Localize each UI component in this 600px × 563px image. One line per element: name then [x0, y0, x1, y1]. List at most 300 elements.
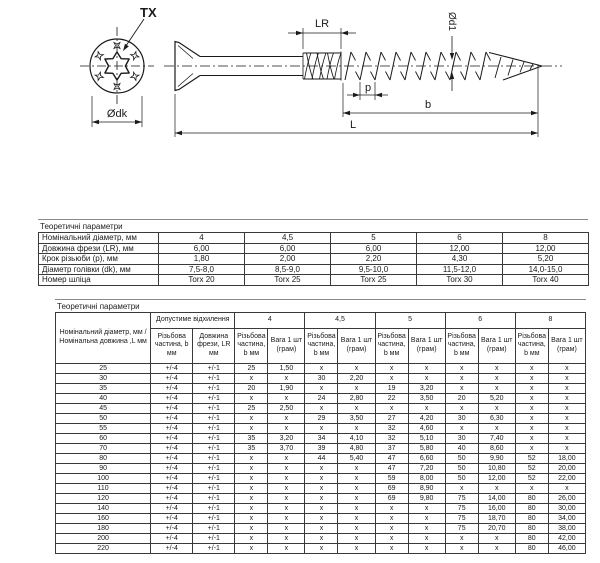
cell-value: 14,00 [478, 493, 515, 503]
section-divider [55, 299, 586, 300]
cell-value: x [338, 513, 375, 523]
length-value: 140 [56, 503, 151, 513]
cell-value: +/-4 [151, 363, 193, 373]
cell-value: +/-1 [193, 493, 235, 503]
cell-value: x [515, 393, 548, 403]
cell-value: 7,40 [478, 433, 515, 443]
cell-value: 9,80 [408, 493, 445, 503]
tx-leader-line [125, 19, 145, 48]
sub-col-header: Вага 1 шт (грам) [338, 328, 375, 363]
cell-value: 75 [445, 493, 478, 503]
cell-value: 20 [445, 393, 478, 403]
cell-value: +/-1 [193, 533, 235, 543]
cell-value: 80 [515, 533, 548, 543]
tolerance-group-header: Допустиме відхилення [151, 312, 235, 328]
cell-value: x [548, 403, 585, 413]
tolerance-col-header: Різьбова частина, b мм [151, 328, 193, 363]
theoretical-parameters-section [38, 219, 588, 286]
cell-value: x [445, 423, 478, 433]
param-value: 4 [159, 233, 245, 244]
cell-value: 32 [375, 423, 408, 433]
cell-value: x [375, 523, 408, 533]
cell-value: 4,10 [338, 433, 375, 443]
rib-mark-icon [131, 52, 139, 60]
cell-value: +/-4 [151, 433, 193, 443]
cell-value: 18,00 [548, 453, 585, 463]
cell-value: x [445, 383, 478, 393]
table-row [56, 483, 586, 493]
cell-value: 80 [515, 493, 548, 503]
cell-value: x [338, 403, 375, 413]
cell-value: +/-1 [193, 373, 235, 383]
cell-value: 34 [305, 433, 338, 443]
cell-value: +/-1 [193, 423, 235, 433]
cell-value: x [268, 463, 305, 473]
cell-value: x [235, 543, 268, 553]
param-label: Номінальний діаметр, мм [39, 233, 159, 244]
param-value: 8,5-9,0 [245, 264, 331, 275]
param-label: Діаметр голівки (dk), мм [39, 264, 159, 275]
cell-value: 52 [515, 473, 548, 483]
cell-value: +/-4 [151, 383, 193, 393]
cell-value: +/-4 [151, 533, 193, 543]
cell-value: 4,20 [408, 413, 445, 423]
cell-value: x [548, 363, 585, 373]
cell-value: 52 [515, 463, 548, 473]
cell-value: x [478, 543, 515, 553]
cell-value: +/-4 [151, 393, 193, 403]
cell-value: x [478, 373, 515, 383]
cell-value: 18,70 [478, 513, 515, 523]
cell-value: 16,00 [478, 503, 515, 513]
table-row [39, 233, 589, 244]
cell-value: x [445, 543, 478, 553]
cell-value: 25 [235, 363, 268, 373]
label-lr: LR [314, 18, 330, 30]
cell-value: 30,00 [548, 503, 585, 513]
cell-value: 12,00 [478, 473, 515, 483]
cell-value: +/-4 [151, 523, 193, 533]
cell-value: x [548, 443, 585, 453]
sub-col-header: Вага 1 шт (грам) [548, 328, 585, 363]
length-value: 50 [56, 413, 151, 423]
cell-value: x [548, 483, 585, 493]
param-value: 7,5-8,0 [159, 264, 245, 275]
cell-value: x [548, 423, 585, 433]
cell-value: x [478, 363, 515, 373]
cell-value: +/-4 [151, 473, 193, 483]
cell-value: x [305, 403, 338, 413]
cell-value: 2,80 [338, 393, 375, 403]
length-value: 80 [56, 453, 151, 463]
length-value: 30 [56, 373, 151, 383]
table-row [56, 533, 586, 543]
table-row [56, 443, 586, 453]
table-row [56, 433, 586, 443]
cell-value: x [235, 503, 268, 513]
cell-value: x [478, 533, 515, 543]
cell-value: x [305, 533, 338, 543]
cell-value: 46,00 [548, 543, 585, 553]
cell-value: 50 [445, 463, 478, 473]
group-header-row [56, 312, 586, 328]
cell-value: x [268, 503, 305, 513]
label-tx: TX [140, 5, 157, 20]
arrowhead [296, 31, 303, 35]
cell-value: x [305, 473, 338, 483]
cell-value: 30 [305, 373, 338, 383]
cell-value: x [268, 373, 305, 383]
cell-value: x [548, 373, 585, 383]
table-row [56, 463, 586, 473]
cell-value: x [338, 463, 375, 473]
cell-value: x [375, 513, 408, 523]
cell-value: 5,40 [338, 453, 375, 463]
cell-value: x [375, 503, 408, 513]
length-value: 70 [56, 443, 151, 453]
cell-value: 24 [305, 393, 338, 403]
arrowhead [341, 31, 348, 35]
cell-value: 3,70 [268, 443, 305, 453]
param-value: 12,00 [503, 243, 589, 254]
length-value: 55 [56, 423, 151, 433]
cell-value: x [305, 483, 338, 493]
cell-value: x [375, 543, 408, 553]
cell-value: x [305, 523, 338, 533]
cell-value: x [375, 373, 408, 383]
cell-value: x [235, 513, 268, 523]
cell-value: +/-4 [151, 403, 193, 413]
cell-value: +/-4 [151, 513, 193, 523]
cell-value: +/-1 [193, 413, 235, 423]
arrowhead [135, 120, 142, 124]
corner-header: Номінальний діаметр, мм / Номінальна довжина ,L мм [56, 312, 151, 363]
param-value: 6,00 [245, 243, 331, 254]
length-value: 90 [56, 463, 151, 473]
cell-value: 69 [375, 493, 408, 503]
cell-value: x [445, 373, 478, 383]
table-row [56, 453, 586, 463]
cell-value: 80 [515, 503, 548, 513]
cell-value: +/-1 [193, 363, 235, 373]
cell-value: x [268, 453, 305, 463]
param-value: 1,80 [159, 254, 245, 265]
cell-value: x [478, 383, 515, 393]
param-value: 11,5-12,0 [417, 264, 503, 275]
cell-value: x [548, 413, 585, 423]
cell-value: 9,90 [478, 453, 515, 463]
length-value: 110 [56, 483, 151, 493]
param-value: 8 [503, 233, 589, 244]
cell-value: 37 [375, 443, 408, 453]
cell-value: x [338, 493, 375, 503]
cell-value: 8,00 [408, 473, 445, 483]
cell-value: +/-4 [151, 463, 193, 473]
cell-value: x [338, 503, 375, 513]
cell-value: x [235, 423, 268, 433]
sub-col-header: Різьбова частина, b мм [235, 328, 268, 363]
cell-value: x [338, 383, 375, 393]
cell-value: +/-4 [151, 443, 193, 453]
cell-value: x [338, 483, 375, 493]
cell-value: x [235, 473, 268, 483]
sub-col-header: Різьбова частина, b мм [445, 328, 478, 363]
param-value: Torx 40 [503, 275, 589, 286]
table-row [56, 383, 586, 393]
table2-title: Теоретичні параметри [57, 301, 140, 311]
label-d1: Ød1 [446, 12, 457, 31]
cell-value: +/-4 [151, 373, 193, 383]
table-row [56, 543, 586, 553]
cell-value: x [338, 423, 375, 433]
cell-value: x [235, 453, 268, 463]
cell-value: +/-1 [193, 403, 235, 413]
length-value: 220 [56, 543, 151, 553]
cell-value: 5,20 [478, 393, 515, 403]
cell-value: +/-1 [193, 543, 235, 553]
cell-value: +/-4 [151, 483, 193, 493]
cell-value: x [235, 373, 268, 383]
cell-value: x [268, 513, 305, 523]
cell-value: x [408, 513, 445, 523]
dimensions-weight-table [55, 312, 586, 554]
cell-value: x [515, 383, 548, 393]
rib-mark-icon [131, 72, 139, 80]
param-value: 9,5-10,0 [331, 264, 417, 275]
param-value: 5,20 [503, 254, 589, 265]
screw-technical-drawing [0, 0, 600, 212]
cell-value: x [305, 463, 338, 473]
label-b: b [424, 99, 432, 111]
cell-value: x [548, 433, 585, 443]
cell-value: x [375, 403, 408, 413]
cell-value: 27 [375, 413, 408, 423]
cell-value: 19 [375, 383, 408, 393]
cell-value: 75 [445, 513, 478, 523]
cell-value: x [268, 483, 305, 493]
cell-value: x [408, 503, 445, 513]
length-value: 160 [56, 513, 151, 523]
cell-value: 8,60 [478, 443, 515, 453]
table-row [56, 523, 586, 533]
length-value: 45 [56, 403, 151, 413]
cell-value: 5,10 [408, 433, 445, 443]
cell-value: 1,50 [268, 363, 305, 373]
cell-value: x [268, 413, 305, 423]
cell-value: +/-1 [193, 513, 235, 523]
cell-value: +/-1 [193, 483, 235, 493]
cell-value: x [515, 373, 548, 383]
table-row [56, 423, 586, 433]
cell-value: x [408, 403, 445, 413]
sub-col-header: Вага 1 шт (грам) [268, 328, 305, 363]
param-value: Torx 20 [159, 275, 245, 286]
cell-value: 7,20 [408, 463, 445, 473]
cell-value: x [445, 403, 478, 413]
cell-value: 3,50 [408, 393, 445, 403]
cell-value: x [338, 533, 375, 543]
cell-value: x [235, 493, 268, 503]
length-value: 180 [56, 523, 151, 533]
cell-value: 47 [375, 453, 408, 463]
cell-value: 44 [305, 453, 338, 463]
cell-value: +/-1 [193, 433, 235, 443]
cell-value: 80 [515, 513, 548, 523]
cell-value: x [515, 403, 548, 413]
cell-value: x [235, 483, 268, 493]
cell-value: 4,80 [338, 443, 375, 453]
cell-value: x [305, 493, 338, 503]
tip-thread-profile [495, 57, 533, 78]
cell-value: x [515, 423, 548, 433]
table-row [56, 513, 586, 523]
label-l: L [349, 119, 357, 131]
cell-value: +/-1 [193, 463, 235, 473]
cell-value: x [515, 413, 548, 423]
arrowhead [343, 111, 350, 115]
cell-value: 22,00 [548, 473, 585, 483]
cell-value: 30 [445, 433, 478, 443]
cell-value: x [445, 363, 478, 373]
cell-value: 3,20 [408, 383, 445, 393]
cell-value: +/-4 [151, 413, 193, 423]
param-value: 5 [331, 233, 417, 244]
rib-mark-icon [95, 52, 103, 60]
cell-value: 80 [515, 543, 548, 553]
cell-value: 35 [235, 443, 268, 453]
sub-col-header: Різьбова частина, b мм [305, 328, 338, 363]
cell-value: 6,30 [478, 413, 515, 423]
param-value: Torx 25 [245, 275, 331, 286]
table-row [56, 473, 586, 483]
tx-arrowhead [123, 44, 129, 51]
diameter-group-header: 4,5 [305, 312, 375, 328]
param-value: 4,5 [245, 233, 331, 244]
cell-value: 38,00 [548, 523, 585, 533]
cell-value: 69 [375, 483, 408, 493]
cell-value: +/-1 [193, 523, 235, 533]
table-row [56, 503, 586, 513]
length-value: 35 [56, 383, 151, 393]
cell-value: 75 [445, 503, 478, 513]
param-value: 2,00 [245, 254, 331, 265]
cell-value: 29 [305, 413, 338, 423]
cell-value: x [408, 533, 445, 543]
dimensions-weight-section [55, 299, 586, 554]
cell-value: +/-4 [151, 453, 193, 463]
cell-value: x [548, 393, 585, 403]
cell-value: x [305, 363, 338, 373]
table-row [56, 393, 586, 403]
param-value: 6 [417, 233, 503, 244]
cell-value: x [445, 533, 478, 543]
cell-value: 2,20 [338, 373, 375, 383]
param-value: 4,30 [417, 254, 503, 265]
cell-value: x [268, 533, 305, 543]
cell-value: 20,70 [478, 523, 515, 533]
param-label: Крок різьюби (p), мм [39, 254, 159, 265]
cell-value: 52 [515, 453, 548, 463]
tip-taper-line [489, 53, 542, 67]
table-row [56, 413, 586, 423]
cell-value: +/-4 [151, 543, 193, 553]
cell-value: 34,00 [548, 513, 585, 523]
cell-value: 42,00 [548, 533, 585, 543]
cell-value: x [478, 423, 515, 433]
sub-col-header: Різьбова частина, b мм [515, 328, 548, 363]
cell-value: +/-4 [151, 423, 193, 433]
cell-value: x [515, 363, 548, 373]
param-value: 14,0-15,0 [503, 264, 589, 275]
label-dk: Ødk [106, 108, 128, 120]
diameter-group-header: 8 [515, 312, 585, 328]
table-row [56, 403, 586, 413]
cell-value: x [235, 533, 268, 543]
sub-col-header: Різьбова частина, b мм [375, 328, 408, 363]
arrowhead [92, 120, 99, 124]
table-row [39, 243, 589, 254]
arrowhead [531, 111, 538, 115]
cell-value: x [268, 543, 305, 553]
cell-value: 10,80 [478, 463, 515, 473]
cell-value: x [268, 393, 305, 403]
cell-value: 47 [375, 463, 408, 473]
cell-value: x [338, 363, 375, 373]
arrowhead [531, 131, 538, 135]
arrowhead [353, 93, 360, 97]
arrowhead [450, 53, 454, 60]
cell-value: 50 [445, 473, 478, 483]
cell-value: x [235, 463, 268, 473]
cell-value: x [478, 483, 515, 493]
cell-value: 2,50 [268, 403, 305, 413]
cell-value: x [235, 393, 268, 403]
cell-value: x [408, 363, 445, 373]
table-row [39, 264, 589, 275]
cell-value: 35 [235, 433, 268, 443]
cell-value: x [305, 423, 338, 433]
cell-value: 50 [445, 453, 478, 463]
arrowhead [375, 93, 382, 97]
cell-value: 25 [235, 403, 268, 413]
cell-value: x [338, 473, 375, 483]
length-value: 200 [56, 533, 151, 543]
param-value: 6,00 [331, 243, 417, 254]
cell-value: x [375, 363, 408, 373]
cell-value: x [445, 483, 478, 493]
diameter-group-header: 4 [235, 312, 305, 328]
cell-value: x [408, 543, 445, 553]
cell-value: +/-1 [193, 503, 235, 513]
table-row [39, 275, 589, 286]
cell-value: 20 [235, 383, 268, 393]
diameter-group-header: 5 [375, 312, 445, 328]
cell-value: x [515, 483, 548, 493]
cell-value: x [408, 373, 445, 383]
cell-value: 3,50 [338, 413, 375, 423]
table-row [56, 373, 586, 383]
param-value: 12,00 [417, 243, 503, 254]
table1-title: Теоретичні параметри [40, 222, 123, 231]
cell-value: x [235, 413, 268, 423]
cell-value: +/-1 [193, 383, 235, 393]
cell-value: 8,90 [408, 483, 445, 493]
cell-value: +/-1 [193, 393, 235, 403]
cell-value: x [305, 503, 338, 513]
cell-value: x [515, 433, 548, 443]
cell-value: 30 [445, 413, 478, 423]
cell-value: x [548, 383, 585, 393]
